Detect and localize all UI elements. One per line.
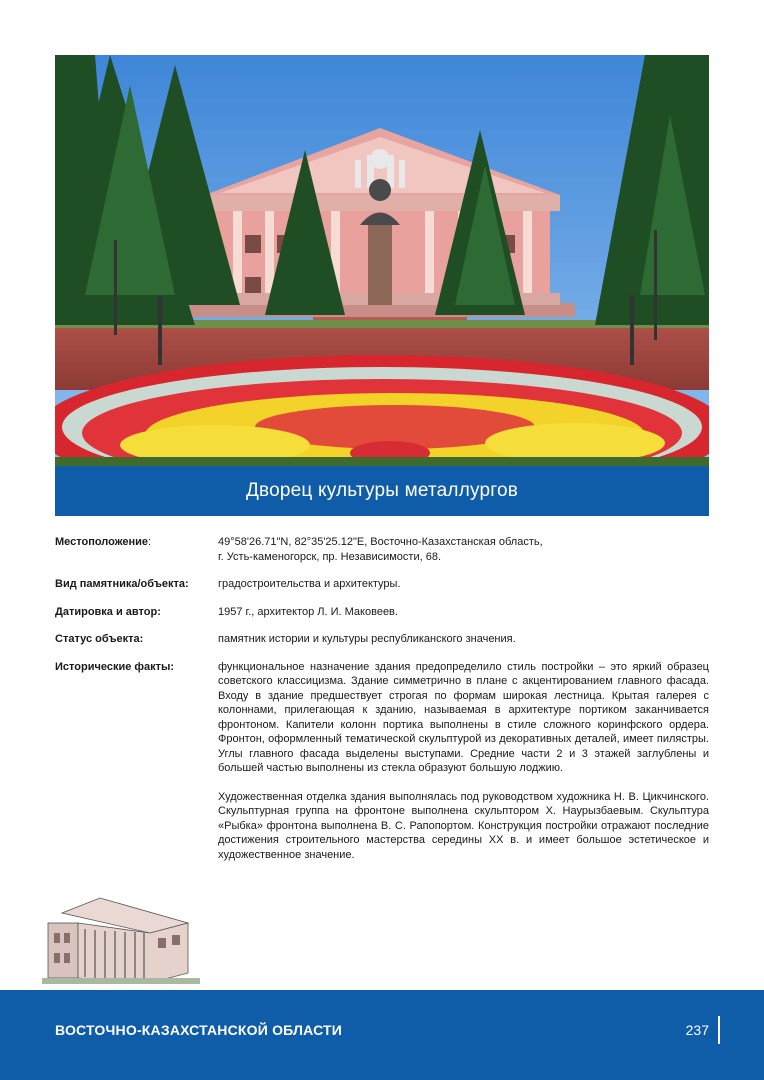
object-title: Дворец культуры металлургов	[245, 480, 519, 501]
facts-label: Исторические факты:	[55, 660, 175, 673]
location-address: г. Усть-каменогорск, пр. Независимости, 68.	[218, 550, 442, 563]
palace-photo	[55, 55, 709, 466]
location-label: Местоположение	[55, 536, 149, 548]
page-footer	[0, 990, 764, 1080]
object-details	[55, 535, 709, 875]
facts-paragraph-2: Художественная отделка здания выполнялась под руководством художника Н. В. Цикчинского. Скульптурная группа на фронтоне выполнена скульптором Х. Наурызбаевым. Скульптура «Рыбка» фронтона выполнена В. С. Рапопортом. Конструкция постройки отражают последние достижения строительного мастерства середины XX в. и имеет большое эстетическое и художественное значение.	[218, 790, 709, 861]
footer-divider	[718, 1016, 720, 1044]
status-label: Статус объекта:	[55, 633, 144, 645]
status-row	[55, 632, 709, 647]
location-row: Местоположение: 49°58'26.71"N, 82°35'25.12"E, Восточно-Казахстанская область, г. Усть-каменогорск, пр. Независимости, 68.	[55, 535, 709, 564]
region-name: ВОСТОЧНО-КАЗАХСТАНСКОЙ ОБЛАСТИ	[55, 1022, 343, 1038]
dating-label: Датировка и автор:	[55, 605, 161, 618]
facts-row	[55, 660, 709, 863]
dating-row	[55, 605, 709, 620]
title-band	[55, 466, 709, 516]
building-sketch	[40, 893, 205, 990]
type-value: градостроительства и архитектуры.	[218, 578, 401, 590]
status-value: памятник истории и культуры республиканского значения.	[218, 633, 516, 645]
facts-paragraph-1: функциональное назначение здания предопределило стиль постройки – это яркий образец советского классицизма. Здание симметрично в плане с акцентированием главного фасада. Входу в здание предшествует строгая по формам широкая лестница. Крытая галерея с колоннами, прилегающая к зданию, называемая в архитектуре портиком заканчивается фронтоном. Капители колонн портика выполнены в стиле сложного коринфского ордера. Фронтон, оформленный тематической скульптурой из декоративных деталей, имеет пилястры. Углы главного фасада выделены выступами. Средние части 2 и 3 этажей заглублены и большей частью выполнены из стекла образуют большую лоджию.	[218, 660, 709, 774]
location-coordinates: 49°58'26.71"N, 82°35'25.12"E, Восточно-Казахстанская область,	[218, 536, 543, 548]
page-number: 237	[685, 1022, 709, 1038]
type-row	[55, 577, 709, 592]
dating-value: 1957 г., архитектор Л. И. Маковеев.	[218, 605, 398, 618]
type-label: Вид памятника/объекта:	[55, 578, 189, 590]
